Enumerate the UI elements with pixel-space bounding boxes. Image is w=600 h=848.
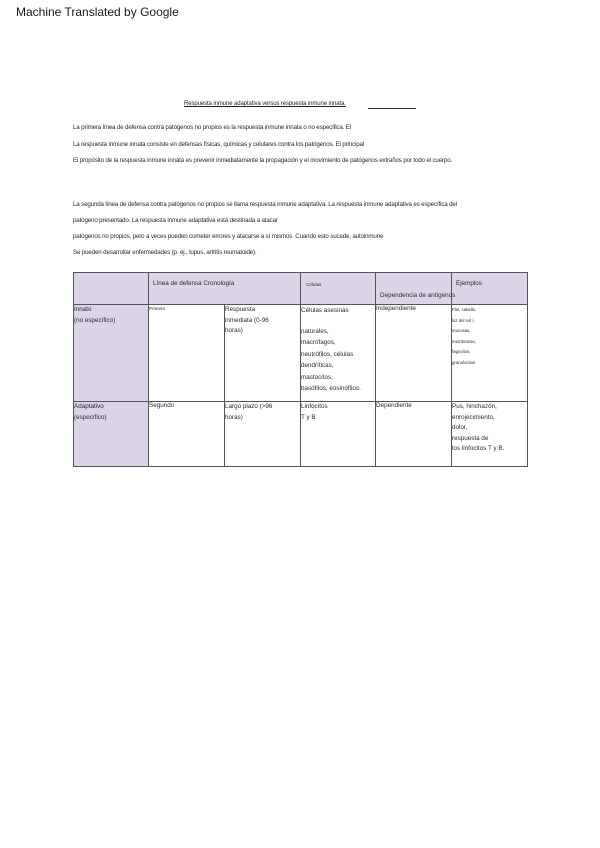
paragraph-2-line-3: patógenos no propios, pero a veces pueden cometer errores y atacarse a sí mismos. Cuando esto sucede, autoinmune: [73, 233, 384, 240]
examples-cell: [452, 305, 528, 402]
cells-line: dendríticas,: [301, 362, 334, 369]
paragraph-1-line-2: La respuesta inmune innata consiste en defensas físicas, químicas y celulares contra los patógenos. El principal: [73, 141, 365, 148]
chronology-line: Largo plazo (>96: [225, 403, 273, 410]
examples-cell: [452, 402, 528, 467]
line-of-defense-value: Primero: [149, 306, 166, 311]
paragraph-1-line-1: La primera línea de defensa contra patógenos no propios es la respuesta inmune innata o no específica. El: [73, 124, 352, 131]
cells-line: Linfocitos: [301, 403, 328, 410]
line-of-defense-value: Segundo: [149, 402, 175, 409]
row-name-line: (específico): [74, 413, 107, 421]
examples-line: membranas,: [452, 338, 476, 344]
chronology-line: horas): [225, 413, 243, 421]
chronology-line: horas): [225, 327, 243, 334]
cells-line: macrófagos,: [301, 339, 336, 346]
antigen-value: Independiente: [376, 305, 416, 312]
chronology-cell: [225, 402, 301, 467]
line-of-defense-cell: [149, 305, 225, 402]
line-of-defense-cell: [149, 402, 225, 467]
chronology-cell: [225, 305, 301, 402]
examples-line: luz del sol í,: [452, 317, 475, 323]
chronology-line: Respuesta: [225, 306, 256, 313]
header-line-chronology: Línea de defensa Cronología: [149, 273, 301, 305]
paragraph-2-line-1: La segunda línea de defensa contra patógenos no propios se llama respuesta inmune adaptativa. La respuesta inmune adaptativa es específica del: [73, 201, 457, 208]
header-cells: [301, 273, 376, 305]
paragraph-2-line-4: Se pueden desarrollar enfermedades (p. ej., lupus, artritis reumatoide).: [73, 249, 257, 256]
examples-line: fagocitos,: [452, 349, 471, 354]
antigen-cell: [376, 402, 452, 467]
immune-response-table: [73, 272, 528, 467]
paragraph-1-line-3: El propósito de la respuesta inmune innata es prevenir inmediatamente la propagación y el movimiento de patógenos extraños por todo el cuerpo.: [73, 157, 453, 164]
cells-cell: [301, 305, 376, 402]
cells-cell: [301, 402, 376, 467]
title-underline: [368, 108, 416, 109]
examples-line: Piel, cabello,: [452, 307, 477, 312]
cells-line: basófilos, eosinófilos.: [301, 385, 361, 392]
examples-line: enrojecimiento,: [452, 413, 495, 421]
table-row: [74, 402, 528, 467]
header-examples: Ejemplos: [452, 273, 528, 305]
examples-line: dolor,: [452, 424, 468, 431]
row-name-line: Adaptativo: [74, 403, 104, 410]
header-cells-label: Células: [306, 282, 322, 287]
cells-line: neutrófilos, células: [301, 350, 354, 358]
antigen-cell: [376, 305, 452, 402]
examples-line: granulocitos.: [452, 359, 477, 365]
row-name-innate: [74, 305, 149, 402]
cells-line: T y B: [301, 413, 316, 421]
cells-line: naturales,: [301, 327, 329, 335]
examples-line: Pus, hinchazón,: [452, 403, 497, 410]
document-title: Respuesta inmune adaptativa versus respuesta inmune innata.: [184, 101, 346, 107]
antigen-value: Dependiente: [376, 402, 412, 409]
chronology-line: inmediata (0-96: [225, 316, 269, 324]
row-name-adaptive: [74, 402, 149, 467]
examples-line: mucosas,: [452, 328, 471, 333]
paragraph-2-line-2: patógeno presentado. La respuesta inmune adaptativa está destinada a atacar: [73, 217, 278, 224]
examples-line: los linfocitos T y B.: [452, 445, 505, 452]
machine-translated-banner: Machine Translated by Google: [16, 5, 179, 19]
table-header-row: [74, 273, 528, 305]
header-empty-cell: [74, 273, 149, 305]
row-name-line: (no específico): [74, 316, 116, 324]
cells-line: Células asesinas: [301, 307, 349, 314]
row-name-line: Innato: [74, 306, 92, 313]
cells-line: mastocitos,: [301, 373, 333, 381]
examples-line: respuesta de: [452, 434, 489, 442]
table-row: [74, 305, 528, 402]
header-antigen-dependence: Dependencia de antígenos: [376, 273, 452, 305]
